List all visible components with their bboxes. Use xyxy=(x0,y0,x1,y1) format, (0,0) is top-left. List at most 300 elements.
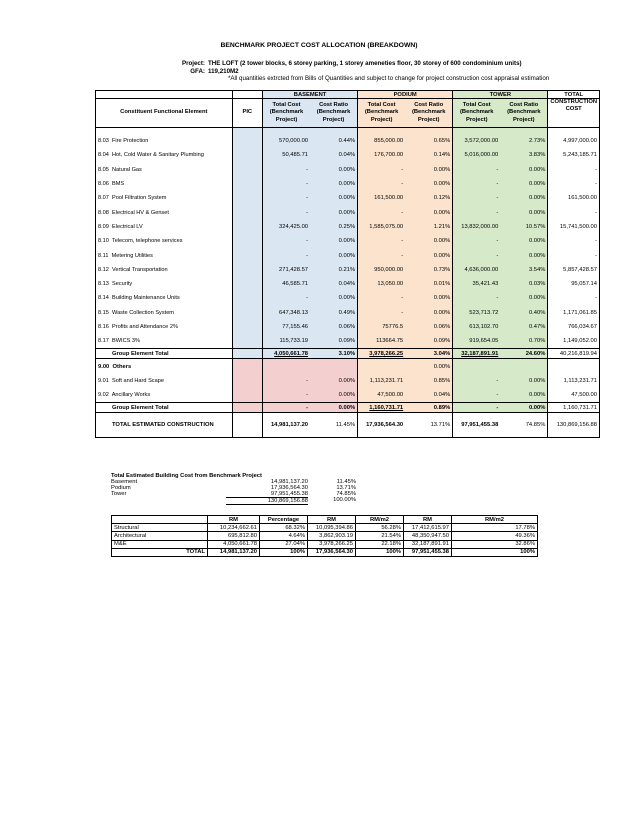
pic-cell xyxy=(232,263,262,277)
tower-cost-header: Total Cost (Benchmark Project) xyxy=(453,99,501,128)
element-cell xyxy=(96,277,233,291)
pic-cell xyxy=(232,320,262,334)
grand-b-cost: 14,981,137.20 xyxy=(262,413,310,438)
element-cell xyxy=(96,205,233,219)
grand-b-ratio: 11.45% xyxy=(310,413,358,438)
bd-total-c1: 14,981,137.20 xyxy=(208,548,260,556)
element-name: Natural Gas xyxy=(112,166,142,173)
basement-cost: - xyxy=(262,374,310,388)
podium-cost: - xyxy=(358,248,406,262)
breakdown-cell: 56.28% xyxy=(356,524,404,532)
bd-h-6: RM/m2 xyxy=(452,516,538,524)
pic-cell xyxy=(232,177,262,191)
tower-cost: - xyxy=(453,248,501,262)
group2-t-ratio: 0.00% xyxy=(500,403,548,413)
basement-ratio: 0.00% xyxy=(310,205,358,219)
podium-ratio: 0.00% xyxy=(405,234,453,248)
tower-cost: - xyxy=(453,374,501,388)
tower-cost: - xyxy=(453,177,501,191)
pic-cell xyxy=(232,277,262,291)
tower-cost: 13,832,000.00 xyxy=(453,220,501,234)
element-cell xyxy=(96,334,233,349)
tower-ratio: 0.00% xyxy=(500,234,548,248)
element-name: Electrical HV & Genset xyxy=(112,209,169,216)
tower-ratio: 0.00% xyxy=(500,177,548,191)
breakdown-name: Structural xyxy=(112,524,208,532)
element-cell xyxy=(96,163,233,177)
podium-ratio: 0.65% xyxy=(405,134,453,148)
summary-item-value: 14,981,137.20 xyxy=(270,479,308,485)
summary-item-pct: 13.71% xyxy=(336,485,356,491)
bd-h-5: RM xyxy=(404,516,452,524)
breakdown-cell: 17.78% xyxy=(452,524,538,532)
table-row xyxy=(96,148,600,162)
basement-cost: - xyxy=(262,163,310,177)
total-header-top: TOTAL xyxy=(548,91,600,99)
element-code: 8.05 xyxy=(98,166,109,173)
pic-cell xyxy=(232,291,262,305)
bd-total-c6: 100% xyxy=(452,548,538,556)
summary-total-pct: 100.00% xyxy=(333,497,356,503)
breakdown-cell: 21.54% xyxy=(356,532,404,540)
element-name: BMS xyxy=(112,181,125,188)
table-row xyxy=(96,374,600,388)
breakdown-cell: 10,095,394.86 xyxy=(308,524,356,532)
element-code: 8.16 xyxy=(98,324,109,330)
table-row xyxy=(96,291,600,305)
summary-total-value: 130,869,156.88 xyxy=(226,497,308,505)
tower-ratio: 3.54% xyxy=(500,263,548,277)
breakdown-cell: 68.32% xyxy=(260,524,308,532)
podium-ratio: 0.00% xyxy=(405,205,453,219)
element-cell xyxy=(96,291,233,305)
element-code: 8.17 xyxy=(98,338,109,345)
tower-cost: 35,421.43 xyxy=(453,277,501,291)
podium-ratio-header: Cost Ratio (Benchmark Project) xyxy=(405,99,453,128)
grand-t-cost: 97,951,455.38 xyxy=(453,413,501,438)
summary-item-value: 97,951,455.38 xyxy=(270,491,308,497)
grand-total: 130,869,156.88 xyxy=(548,413,600,438)
element-name: Waste Collection System xyxy=(112,309,174,316)
element-cell xyxy=(96,177,233,191)
group2-b-cost: - xyxy=(262,403,310,413)
element-cell xyxy=(96,306,233,320)
bd-h-4: RM/m2 xyxy=(356,516,404,524)
total-cost: - xyxy=(548,205,600,219)
grand-t-ratio: 74.85% xyxy=(500,413,548,438)
gfa-value: 119,210M2 xyxy=(208,68,239,75)
tower-ratio: 0.70% xyxy=(500,334,548,349)
summary-item-name: Basement xyxy=(111,479,138,485)
tower-ratio: 0.47% xyxy=(500,320,548,334)
element-name: Ancillary Works xyxy=(111,392,151,399)
bd-total-label: TOTAL xyxy=(112,548,208,556)
table-row xyxy=(96,220,600,234)
pic-cell xyxy=(232,191,262,205)
pic-header: PIC xyxy=(232,99,262,128)
element-name: Soft and Hard Scape xyxy=(112,377,164,384)
podium-cost: 75776.5 xyxy=(358,320,406,334)
project-value: THE LOFT (2 tower blocks, 6 storey parking, 1 storey ameneties floor, 30 storey of 600 condominium units) xyxy=(208,60,522,67)
basement-ratio: 0.00% xyxy=(310,388,358,403)
total-cost: 5,857,428.57 xyxy=(548,263,600,277)
breakdown-cell: 17,412,615.97 xyxy=(404,524,452,532)
element-cell xyxy=(96,191,233,205)
tower-cost: 919,654.05 xyxy=(453,334,501,349)
group2-t-cost: - xyxy=(453,403,501,413)
element-cell xyxy=(96,388,233,403)
podium-cost: 1,113,231.71 xyxy=(358,374,406,388)
grand-p-ratio: 13.71% xyxy=(405,413,453,438)
gfa-label: GFA: xyxy=(190,68,205,75)
element-code: 8.06 xyxy=(98,181,109,188)
pic-cell xyxy=(232,388,262,403)
bd-total-c5: 97,951,455.38 xyxy=(404,548,452,556)
podium-ratio: 0.00% xyxy=(405,177,453,191)
tower-cost: 3,572,000.00 xyxy=(453,134,501,148)
element-code: 8.09 xyxy=(98,223,109,230)
podium-cost: - xyxy=(358,205,406,219)
basement-ratio: 0.21% xyxy=(310,263,358,277)
element-cell xyxy=(96,320,233,334)
breakdown-cell: 3,862,903.19 xyxy=(308,532,356,540)
pic-cell xyxy=(232,334,262,349)
group2-p-cost: 1,160,731.71 xyxy=(358,403,406,413)
element-code: 8.08 xyxy=(98,209,109,216)
podium-header: PODIUM xyxy=(358,91,453,99)
podium-ratio: 0.01% xyxy=(405,277,453,291)
element-name: Vertical Transportation xyxy=(112,266,168,273)
summary-item-name: Tower xyxy=(111,491,127,497)
element-name: Pool Filtration System xyxy=(112,195,167,202)
breakdown-table xyxy=(111,515,538,557)
bd-total-c4: 100% xyxy=(356,548,404,556)
tower-ratio: 10.57% xyxy=(500,220,548,234)
element-name: Telecom, telephone services xyxy=(111,238,183,245)
element-code: 8.15 xyxy=(98,309,109,316)
basement-ratio: 0.00% xyxy=(310,234,358,248)
podium-ratio: 0.00% xyxy=(405,163,453,177)
element-cell xyxy=(96,220,233,234)
tower-cost: - xyxy=(453,234,501,248)
basement-ratio: 0.04% xyxy=(310,277,358,291)
total-cost: 95,057.14 xyxy=(548,277,600,291)
basement-ratio: 0.00% xyxy=(310,291,358,305)
basement-ratio: 0.04% xyxy=(310,148,358,162)
cost-allocation-table xyxy=(95,90,600,438)
others-p-ratio: 0.00% xyxy=(405,359,453,374)
summary-item-value: 17,936,564.30 xyxy=(270,485,308,491)
element-cell xyxy=(96,263,233,277)
basement-ratio: 0.25% xyxy=(310,220,358,234)
podium-cost: - xyxy=(358,163,406,177)
project-info xyxy=(145,60,549,82)
total-cost: - xyxy=(548,177,600,191)
element-cell xyxy=(96,234,233,248)
basement-header: BASEMENT xyxy=(262,91,357,99)
podium-cost-header: Total Cost (Benchmark Project) xyxy=(358,99,406,128)
tower-ratio: 0.00% xyxy=(500,374,548,388)
tower-ratio: 0.00% xyxy=(500,248,548,262)
element-code: 8.04 xyxy=(98,152,109,159)
element-name: Building Maintenance Units xyxy=(112,295,180,302)
bd-h-2: Percentage xyxy=(260,516,308,524)
pic-cell xyxy=(232,306,262,320)
summary-item-pct: 11.45% xyxy=(336,479,356,485)
pic-cell xyxy=(232,163,262,177)
basement-ratio: 0.00% xyxy=(310,177,358,191)
group1-b-ratio: 3.10% xyxy=(310,349,358,359)
tower-cost: 5,016,000.00 xyxy=(453,148,501,162)
breakdown-cell: 27.04% xyxy=(260,540,308,548)
element-code: 9.01 xyxy=(98,377,109,384)
basement-cost: - xyxy=(262,191,310,205)
basement-ratio: 0.09% xyxy=(310,334,358,349)
element-code: 9.02 xyxy=(98,392,109,399)
grand-p-cost: 17,936,564.30 xyxy=(358,413,406,438)
element-name: Metering Utilities xyxy=(111,252,153,259)
element-cell xyxy=(96,148,233,162)
breakdown-row xyxy=(112,532,538,540)
table-row xyxy=(96,177,600,191)
element-name: Fire Protection xyxy=(112,138,149,145)
podium-cost: - xyxy=(358,234,406,248)
element-name: Hot, Cold Water & Sanitary Plumbing xyxy=(112,152,204,159)
basement-ratio: 0.00% xyxy=(310,248,358,262)
breakdown-name: Architectural xyxy=(112,532,208,540)
grand-total-label: TOTAL ESTIMATED CONSTRUCTION xyxy=(96,413,233,438)
element-code: 8.10 xyxy=(98,238,109,245)
element-code: 8.11 xyxy=(98,252,109,259)
table-row xyxy=(96,248,600,262)
basement-ratio: 0.00% xyxy=(310,191,358,205)
basement-ratio: 0.06% xyxy=(310,320,358,334)
total-cost: - xyxy=(548,248,600,262)
tower-ratio-header: Cost Ratio (Benchmark Project) xyxy=(500,99,548,128)
total-cost: 5,243,185.71 xyxy=(548,148,600,162)
total-header: CONSTRUCTION COST xyxy=(548,99,600,128)
podium-cost: 161,500.00 xyxy=(358,191,406,205)
group1-p-cost: 3,978,266.25 xyxy=(358,349,406,359)
tower-cost: - xyxy=(453,388,501,403)
breakdown-cell: 4.64% xyxy=(260,532,308,540)
basement-ratio: 0.00% xyxy=(310,163,358,177)
pic-cell xyxy=(232,134,262,148)
group1-t-ratio: 24.60% xyxy=(500,349,548,359)
element-code: 8.07 xyxy=(98,195,109,202)
total-cost: 1,149,052.00 xyxy=(548,334,600,349)
summary-item-name: Podium xyxy=(111,485,131,491)
total-cost: 161,500.00 xyxy=(548,191,600,205)
project-label: Project: xyxy=(181,60,205,67)
tower-ratio: 0.03% xyxy=(500,277,548,291)
element-code: 8.13 xyxy=(98,281,109,288)
element-name: Electrical LV xyxy=(112,223,143,230)
total-cost: 766,034.67 xyxy=(548,320,600,334)
tower-cost: - xyxy=(453,291,501,305)
total-cost: - xyxy=(548,291,600,305)
basement-cost: 115,733.19 xyxy=(262,334,310,349)
group1-p-ratio: 3.04% xyxy=(405,349,453,359)
tower-ratio: 3.83% xyxy=(500,148,548,162)
basement-cost: 324,425.00 xyxy=(262,220,310,234)
podium-cost: - xyxy=(358,306,406,320)
breakdown-cell: 32.86% xyxy=(452,540,538,548)
basement-ratio: 0.49% xyxy=(310,306,358,320)
podium-ratio: 0.12% xyxy=(405,191,453,205)
podium-cost: 950,000.00 xyxy=(358,263,406,277)
total-cost: - xyxy=(548,163,600,177)
group2-total: 1,160,731.71 xyxy=(548,403,600,413)
tower-ratio: 0.00% xyxy=(500,163,548,177)
podium-ratio: 0.14% xyxy=(405,148,453,162)
pic-cell xyxy=(232,148,262,162)
basement-cost: - xyxy=(262,388,310,403)
basement-cost: 271,428.57 xyxy=(262,263,310,277)
group1-t-cost: 32,187,891.91 xyxy=(453,349,501,359)
tower-ratio: 0.40% xyxy=(500,306,548,320)
basement-cost: - xyxy=(262,177,310,191)
breakdown-cell: 22.18% xyxy=(356,540,404,548)
podium-cost: 1,585,075.00 xyxy=(358,220,406,234)
basement-cost: - xyxy=(262,234,310,248)
bd-h-3: RM xyxy=(308,516,356,524)
table-row xyxy=(96,277,600,291)
table-row xyxy=(96,334,600,349)
podium-ratio: 0.00% xyxy=(405,248,453,262)
group1-b-cost: 4,050,661.78 xyxy=(262,349,310,359)
podium-ratio: 0.00% xyxy=(405,306,453,320)
table-row xyxy=(96,234,600,248)
podium-ratio: 0.06% xyxy=(405,320,453,334)
tower-cost: - xyxy=(453,205,501,219)
tower-ratio: 0.00% xyxy=(500,205,548,219)
pic-cell xyxy=(232,205,262,219)
breakdown-cell: 32,187,891.91 xyxy=(404,540,452,548)
total-cost: 4,997,000.00 xyxy=(548,134,600,148)
element-name: Profits and Attendance 2% xyxy=(112,324,178,330)
summary-title: Total Estimated Building Cost from Benchmark Project xyxy=(111,473,262,479)
page-title: BENCHMARK PROJECT COST ALLOCATION (BREAKDOWN) xyxy=(220,42,418,49)
podium-ratio: 1.21% xyxy=(405,220,453,234)
table-row xyxy=(96,320,600,334)
element-header: Constituent Functional Element xyxy=(96,99,233,128)
element-cell xyxy=(96,134,233,148)
table-row xyxy=(96,134,600,148)
basement-cost: - xyxy=(262,291,310,305)
summary-item-pct: 74.85% xyxy=(336,491,356,497)
podium-cost: 47,500.00 xyxy=(358,388,406,403)
table-row xyxy=(96,191,600,205)
basement-cost-header: Total Cost (Benchmark Project) xyxy=(262,99,310,128)
element-code: 8.14 xyxy=(98,295,109,302)
breakdown-cell: 48,350,947.50 xyxy=(404,532,452,540)
total-cost: 1,113,231.71 xyxy=(548,374,600,388)
element-code: 8.12 xyxy=(98,266,109,273)
table-row xyxy=(96,388,600,403)
bd-total-c2: 100% xyxy=(260,548,308,556)
element-cell xyxy=(96,248,233,262)
bd-h-1: RM xyxy=(208,516,260,524)
podium-cost: 855,000.00 xyxy=(358,134,406,148)
podium-ratio: 0.85% xyxy=(405,374,453,388)
basement-cost: - xyxy=(262,205,310,219)
tower-ratio: 0.00% xyxy=(500,291,548,305)
others-header: 9.00 Others xyxy=(96,359,233,374)
podium-cost: 113664.75 xyxy=(358,334,406,349)
tower-ratio: 0.00% xyxy=(500,191,548,205)
pic-cell xyxy=(232,234,262,248)
group2-b-ratio: 0.00% xyxy=(310,403,358,413)
summary-block xyxy=(111,473,356,505)
pic-cell xyxy=(232,248,262,262)
podium-ratio: 0.09% xyxy=(405,334,453,349)
tower-ratio: 2.73% xyxy=(500,134,548,148)
breakdown-cell: 695,812.80 xyxy=(208,532,260,540)
quantities-note: *All quantities extrcted from Bills of Quantities and subject to change for project construction cost appraisal estimation xyxy=(228,75,550,82)
basement-cost: 50,485.71 xyxy=(262,148,310,162)
group2-label: Group Element Total xyxy=(96,403,233,413)
group1-label: Group Element Total xyxy=(96,349,233,359)
group2-p-ratio: 0.89% xyxy=(405,403,453,413)
table-row xyxy=(96,263,600,277)
podium-cost: - xyxy=(358,291,406,305)
breakdown-row xyxy=(112,540,538,548)
basement-cost: 647,348.13 xyxy=(262,306,310,320)
breakdown-cell: 3,978,266.25 xyxy=(308,540,356,548)
podium-cost: 176,700.00 xyxy=(358,148,406,162)
pic-cell xyxy=(232,220,262,234)
basement-cost: 570,000.00 xyxy=(262,134,310,148)
breakdown-cell: 49.36% xyxy=(452,532,538,540)
element-name: BWICS 3% xyxy=(112,338,140,345)
basement-cost: - xyxy=(262,248,310,262)
tower-cost: 4,636,000.00 xyxy=(453,263,501,277)
tower-header: TOWER xyxy=(453,91,548,99)
tower-cost: - xyxy=(453,191,501,205)
basement-ratio: 0.44% xyxy=(310,134,358,148)
tower-cost: 523,713.72 xyxy=(453,306,501,320)
element-cell xyxy=(96,374,233,388)
total-cost: 47,500.00 xyxy=(548,388,600,403)
podium-cost: 13,050.00 xyxy=(358,277,406,291)
element-code: 8.03 xyxy=(98,138,109,145)
table-row xyxy=(96,163,600,177)
pic-cell xyxy=(232,374,262,388)
podium-ratio: 0.73% xyxy=(405,263,453,277)
breakdown-cell: 4,050,661.78 xyxy=(208,540,260,548)
table-row xyxy=(96,205,600,219)
bd-total-c3: 17,936,564.30 xyxy=(308,548,356,556)
element-name: Security xyxy=(112,281,133,288)
breakdown-row xyxy=(112,524,538,532)
table-row xyxy=(96,306,600,320)
basement-ratio-header: Cost Ratio (Benchmark Project) xyxy=(310,99,358,128)
basement-ratio: 0.00% xyxy=(310,374,358,388)
podium-ratio: 0.04% xyxy=(405,388,453,403)
tower-cost: - xyxy=(453,163,501,177)
breakdown-name: M&E xyxy=(112,540,208,548)
total-cost: 1,171,061.85 xyxy=(548,306,600,320)
group1-total: 40,216,819.94 xyxy=(548,349,600,359)
basement-cost: 46,585.71 xyxy=(262,277,310,291)
basement-cost: 77,155.46 xyxy=(262,320,310,334)
podium-cost: - xyxy=(358,177,406,191)
total-cost: - xyxy=(548,234,600,248)
podium-ratio: 0.00% xyxy=(405,291,453,305)
breakdown-cell: 10,234,662.61 xyxy=(208,524,260,532)
tower-cost: 613,102.70 xyxy=(453,320,501,334)
